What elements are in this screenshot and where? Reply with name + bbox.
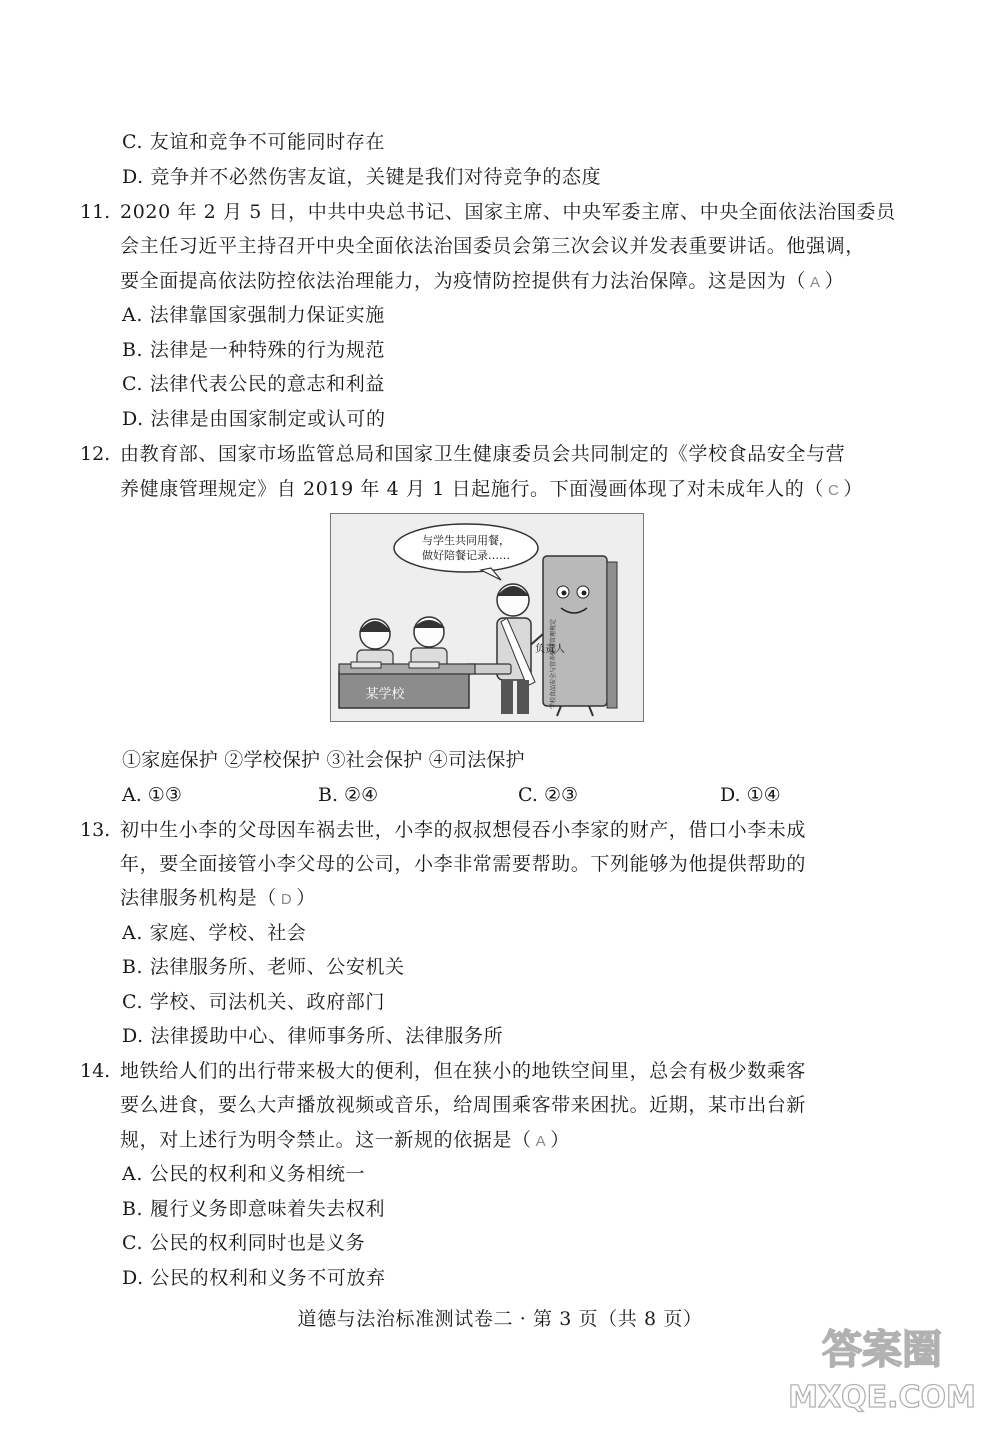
watermark-logo-text: 答案圈	[822, 1327, 942, 1373]
q13-number: 13.	[80, 819, 111, 841]
watermark-drawing	[782, 1311, 982, 1421]
q13-option-a: A. 家庭、学校、社会	[122, 922, 307, 944]
q13-stem-line-2: 年，要全面接管小李父母的公司，小李非常需要帮助。下列能够为他提供帮助的	[120, 853, 807, 875]
q12-option-d: D. ①④	[720, 784, 781, 806]
q14-answer: A	[535, 1133, 547, 1150]
q12-answer: C	[827, 482, 840, 499]
q12-option-b: B. ②④	[318, 784, 379, 806]
q11-option-c: C. 法律代表公民的意志和利益	[122, 373, 385, 395]
q14-stem-line-3: 规，对上述行为明令禁止。这一新规的依据是（ A ）	[120, 1129, 570, 1151]
q11-number: 11.	[80, 201, 111, 223]
q14-number: 14.	[80, 1060, 111, 1082]
q12-option-c: C. ②③	[518, 784, 579, 806]
q12-option-a: A. ①③	[122, 784, 182, 806]
q14-option-c: C. 公民的权利同时也是义务	[122, 1232, 366, 1254]
watermark-url-text: MXQE.COM	[788, 1380, 976, 1415]
q12-stem-line-2: 养健康管理规定》自 2019 年 4 月 1 日起施行。下面漫画体现了对未成年人的（ C ）	[120, 478, 864, 500]
q14-option-a: A. 公民的权利和义务相统一	[122, 1163, 366, 1185]
q14-stem-line-2: 要么进食，要么大声播放视频或音乐，给周围乘客带来困扰。近期，某市出台新	[120, 1094, 807, 1116]
q11-option-d: D. 法律是由国家制定或认可的	[122, 408, 386, 430]
cartoon-illustration	[330, 513, 644, 722]
q13-stem-line-1: 初中生小李的父母因车祸去世，小李的叔叔想侵吞小李家的财产，借口小李未成	[120, 819, 807, 841]
q14-stem-line-1: 地铁给人们的出行带来极大的便利，但在狭小的地铁空间里，总会有极少数乘客	[120, 1060, 807, 1082]
q13-answer: D	[280, 891, 293, 908]
q12-number: 12.	[80, 443, 111, 465]
counter-label: 某学校	[365, 687, 405, 702]
watermark-logo	[782, 1311, 982, 1421]
q11-stem-line-3: 要全面提高依法防控依法治理能力，为疫情防控提供有力法治保障。这是因为（ A ）	[120, 270, 845, 292]
q12-stem-line-1: 由教育部、国家市场监管总局和国家卫生健康委员会共同制定的《学校食品安全与营	[120, 443, 846, 465]
speech-line-1: 与学生共同用餐，	[422, 534, 510, 547]
q13-option-c: C. 学校、司法机关、政府部门	[122, 991, 385, 1013]
q13-option-d: D. 法律援助中心、律师事务所、法律服务所	[122, 1025, 504, 1047]
q13-option-b: B. 法律服务所、老师、公安机关	[122, 956, 405, 978]
q10-option-c: C. 友谊和竞争不可能同时存在	[122, 131, 385, 153]
q11-stem-line-2: 会主任习近平主持召开中央全面依法治国委员会第三次会议并发表重要讲话。他强调，	[120, 235, 865, 257]
q14-option-b: B. 履行义务即意味着失去权利	[122, 1198, 386, 1220]
page-footer: 道德与法治标准测试卷二 · 第 3 页（共 8 页）	[297, 1308, 703, 1330]
cartoon-drawing	[331, 514, 643, 721]
book-label: 学校食品安全与营养健康管理规定	[550, 618, 557, 710]
q14-option-d: D. 公民的权利和义务不可放弃	[122, 1267, 386, 1289]
q11-option-b: B. 法律是一种特殊的行为规范	[122, 339, 386, 361]
q11-answer: A	[810, 274, 821, 291]
q13-stem-line-3: 法律服务机构是（ D ）	[120, 887, 316, 909]
q10-option-d: D. 竞争并不必然伤害友谊，关键是我们对待竞争的态度	[122, 166, 602, 188]
q12-choices: ①家庭保护 ②学校保护 ③社会保护 ④司法保护	[122, 749, 525, 771]
sash-label: 负责人	[535, 644, 565, 655]
q11-stem-line-1: 2020 年 2 月 5 日，中共中央总书记、国家主席、中央军委主席、中央全面依法治国委员	[120, 201, 896, 223]
q11-option-a: A. 法律靠国家强制力保证实施	[122, 304, 385, 326]
speech-line-2: 做好陪餐记录……	[422, 549, 510, 562]
